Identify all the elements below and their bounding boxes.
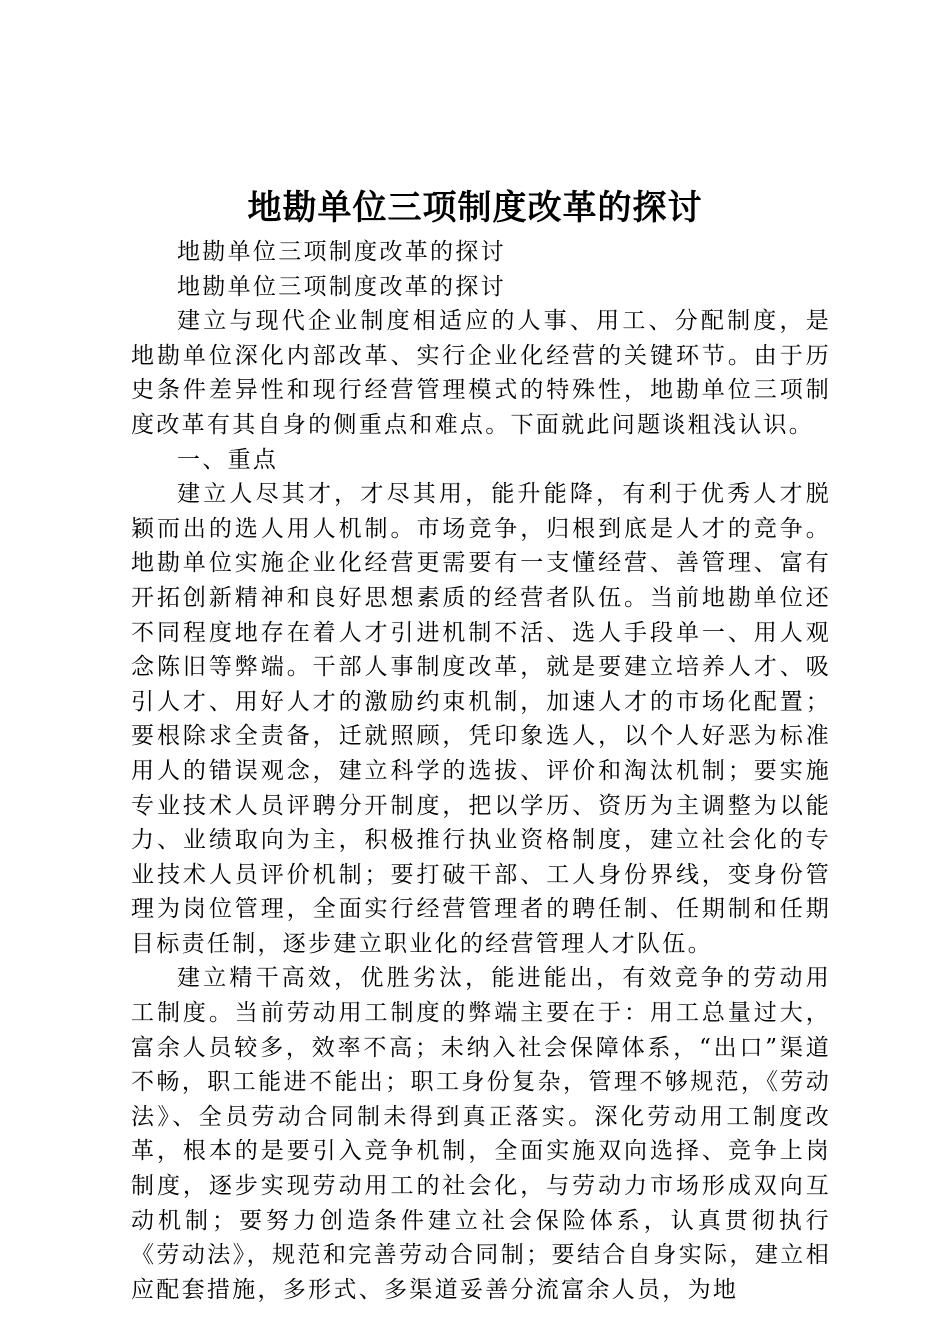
document-title: 地勘单位三项制度改革的探讨: [247, 188, 703, 228]
body-paragraph: 建立精干高效，优胜劣汰，能进能出，有效竞争的劳动用工制度。当前劳动用工制度的弊端主要在于：用工总量过大，富余人员较多，效率不高；未纳入社会保障体系，“出口”渠道不畅，职工能进不能出；职工身份复杂，管理不够规范，《劳动法》、全员劳动合同制未得到真正落实。深化劳动用工制度改革，根本的是要引入竞争机制，全面实施双向选择、竞争上岗制度，逐步实现劳动用工的社会化，与劳动力市场形成双向互动机制；要努力创造条件建立社会保险体系，认真贯彻执行《劳动法》，规范和完善劳动合同制；要结合自身实际，建立相应配套措施，多形式、多渠道妥善分流富余人员，为地: [131, 965, 831, 1303]
section-heading: 一、重点: [177, 446, 279, 473]
subtitle-line: 地勘单位三项制度改革的探讨: [177, 273, 506, 300]
document-body: [131, 235, 831, 1307]
intro-paragraph: 建立与现代企业制度相适应的人事、用工、分配制度，是地勘单位深化内部改革、实行企业化经营的关键环节。由于历史条件差异性和现行经营管理模式的特殊性，地勘单位三项制度改革有其自身的侧重点和难点。下面就此问题谈粗浅认识。: [131, 308, 831, 438]
subtitle-line: 地勘单位三项制度改革的探讨: [177, 239, 506, 265]
body-paragraph: 建立人尽其才，才尽其用，能升能降，有利于优秀人才脱颖而出的选人用人机制。市场竞争，归根到底是人才的竞争。地勘单位实施企业化经营更需要有一支懂经营、善管理、富有开拓创新精神和良好思想素质的经营者队伍。当前地勘单位还不同程度地存在着人才引进机制不活、选人手段单一、用人观念陈旧等弊端。干部人事制度改革，就是要建立培养人才、吸引人才、用好人才的激励约束机制，加速人才的市场化配置；要根除求全责备，迁就照顾，凭印象选人，以个人好恶为标准用人的错误观念，建立科学的选拔、评价和淘汰机制；要实施专业技术人员评聘分开制度，把以学历、资历为主调整为以能力、业绩取向为主，积极推行执业资格制度，建立社会化的专业技术人员评价机制；要打破干部、工人身份界线，变身份管理为岗位管理，全面实行经营管理者的聘任制、任期制和任期目标责任制，逐步建立职业化的经营管理人才队伍。: [131, 481, 831, 957]
